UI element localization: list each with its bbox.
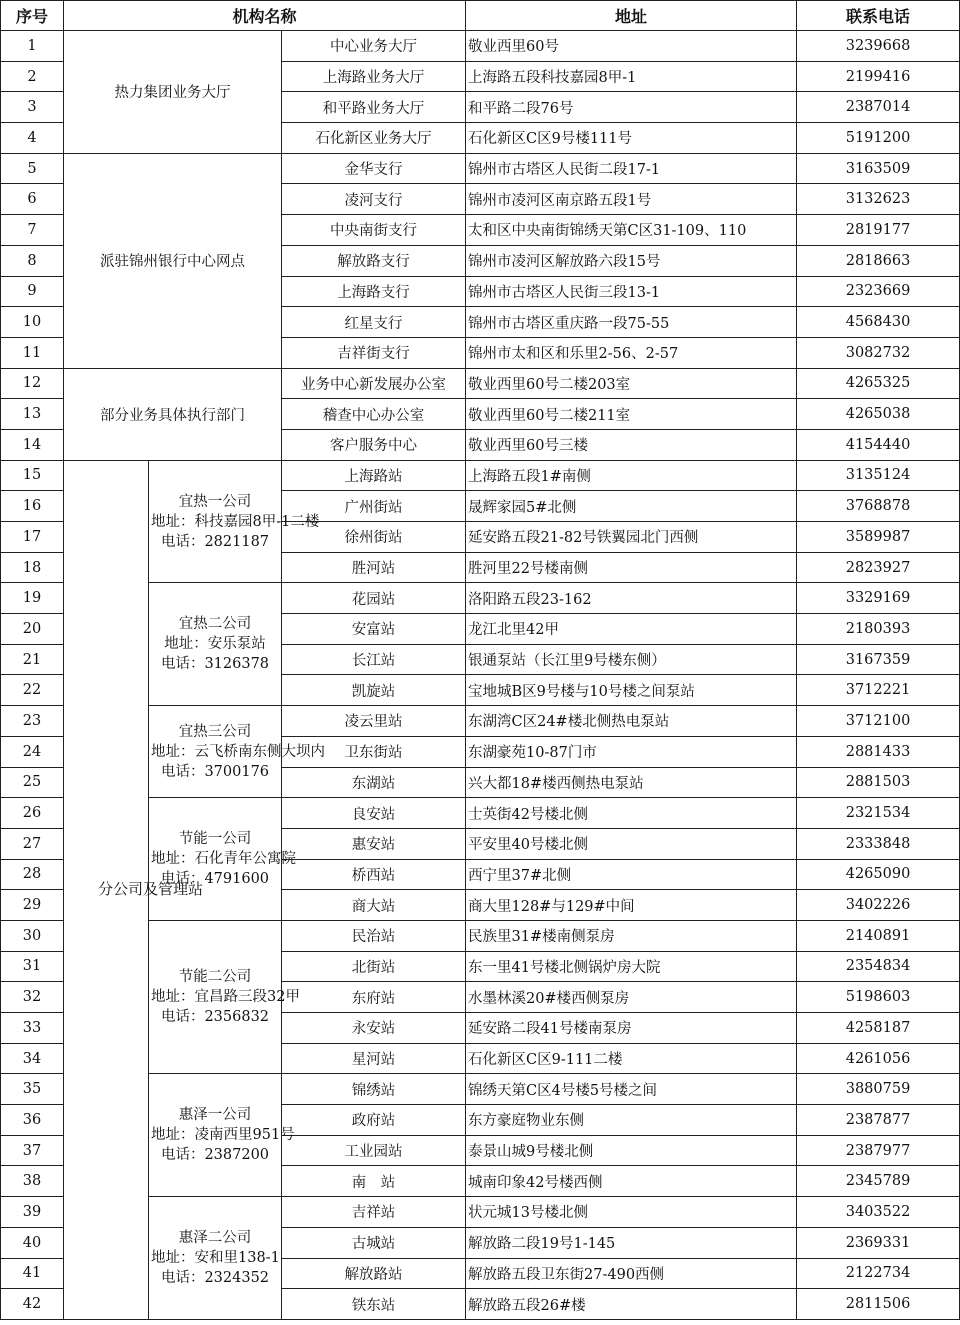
office-name: 安富站 [282,614,466,645]
branch-company-info [149,798,296,921]
office-phone: 4568430 [797,307,960,338]
office-address: 士英街42号楼北侧 [466,798,797,829]
row-number: 22 [1,675,64,706]
office-phone: 3239668 [797,31,960,62]
row-number: 6 [1,184,64,215]
office-name: 政府站 [282,1105,466,1136]
office-address: 洛阳路五段23-162 [466,583,797,614]
office-phone: 2387977 [797,1135,960,1166]
office-name: 中心业务大厅 [282,31,466,62]
office-address: 水墨林溪20#楼西侧泵房 [466,982,797,1013]
row-number: 41 [1,1258,64,1289]
office-address: 东湖湾C区24#楼北侧热电泵站 [466,706,797,737]
office-address: 状元城13号楼北侧 [466,1197,797,1228]
office-address: 解放路二段19号1-145 [466,1227,797,1258]
row-number: 17 [1,522,64,553]
branch-company-phone: 电话：4791600 [160,871,270,888]
office-name: 解放路站 [282,1258,466,1289]
row-number: 19 [1,583,64,614]
office-address: 民族里31#楼南侧泵房 [466,920,797,951]
office-name: 解放路支行 [282,245,466,276]
row-number: 15 [1,460,64,491]
row-number: 29 [1,890,64,921]
office-phone: 2140891 [797,920,960,951]
branch-company-phone: 电话：2821187 [160,533,270,550]
row-number: 14 [1,429,64,460]
row-number: 35 [1,1074,64,1105]
office-name: 石化新区业务大厅 [282,123,466,154]
office-address: 东一里41号楼北侧锅炉房大院 [466,951,797,982]
office-phone: 2323669 [797,276,960,307]
branch-company-address: 地址：安和里138-1 [151,1250,280,1266]
office-address: 锦州市古塔区重庆路一段75-55 [466,307,797,338]
office-name: 胜河站 [282,552,466,583]
office-name: 星河站 [282,1043,466,1074]
header-row [1,1,960,31]
office-address: 宝地城B区9号楼与10号楼之间泵站 [466,675,797,706]
office-name: 徐州街站 [282,522,466,553]
office-phone: 3082732 [797,337,960,368]
office-address: 和平路二段76号 [466,92,797,123]
row-number: 28 [1,859,64,890]
office-address: 泰景山城9号楼北侧 [466,1135,797,1166]
office-phone: 4154440 [797,429,960,460]
office-phone: 2387014 [797,92,960,123]
row-number: 16 [1,491,64,522]
office-address: 敬业西里60号三楼 [466,429,797,460]
office-address: 西宁里37#北侧 [466,859,797,890]
row-number: 20 [1,614,64,645]
office-name: 业务中心新发展办公室 [282,368,466,399]
branch-company-name: 宜热二公司 [178,616,252,633]
branch-company-address: 地址：凌南西里951号 [151,1127,295,1144]
office-name: 北街站 [282,951,466,982]
header-seq: 序号 [1,1,64,31]
office-phone: 3167359 [797,644,960,675]
group-name-vertical-text: 分公司及管理站 [98,880,204,899]
office-phone: 3135124 [797,460,960,491]
branch-company-name: 节能一公司 [178,831,252,848]
office-address: 胜河里22号楼南侧 [466,552,797,583]
office-name: 锦绣站 [282,1074,466,1105]
office-address: 石化新区C区9-111二楼 [466,1043,797,1074]
office-phone: 2333848 [797,828,960,859]
table-row [1,368,960,399]
office-name: 稽查中心办公室 [282,399,466,430]
office-phone: 2199416 [797,61,960,92]
office-name: 凯旋站 [282,675,466,706]
office-phone: 3712100 [797,706,960,737]
row-number: 30 [1,920,64,951]
office-address: 平安里40号楼北侧 [466,828,797,859]
office-address: 锦绣天第C区4号楼5号楼之间 [466,1074,797,1105]
office-address: 太和区中央南街锦绣天第C区31-109、110 [466,215,797,246]
branch-company-address: 地址：宜昌路三段32甲 [151,989,300,1006]
header-address: 地址 [466,1,797,31]
office-name: 上海路支行 [282,276,466,307]
office-name: 古城站 [282,1227,466,1258]
group-name: 部分业务具体执行部门 [64,368,282,460]
branch-company-info [149,1197,282,1320]
group-name-vertical [64,460,204,1319]
office-address: 银通泵站（长江里9号楼东侧） [466,644,797,675]
office-name: 红星支行 [282,307,466,338]
office-phone: 4258187 [797,1013,960,1044]
branch-company-name: 惠泽二公司 [178,1230,252,1246]
branch-company-name: 宜热三公司 [178,723,252,740]
office-name: 客户服务中心 [282,429,466,460]
office-phone: 2818663 [797,245,960,276]
row-number: 2 [1,61,64,92]
branch-company-info [149,920,300,1073]
table-row [1,460,960,491]
office-name: 东府站 [282,982,466,1013]
office-address: 解放路五段26#楼 [466,1289,797,1320]
office-phone: 4261056 [797,1043,960,1074]
office-address: 锦州市凌河区解放路六段15号 [466,245,797,276]
row-number: 37 [1,1135,64,1166]
row-number: 27 [1,828,64,859]
office-address: 兴大都18#楼西侧热电泵站 [466,767,797,798]
office-phone: 3402226 [797,890,960,921]
office-phone: 3132623 [797,184,960,215]
row-number: 1 [1,31,64,62]
office-phone: 2345789 [797,1166,960,1197]
office-address: 敬业西里60号二楼203室 [466,368,797,399]
row-number: 42 [1,1289,64,1320]
office-name: 吉祥站 [282,1197,466,1228]
office-name: 惠安站 [282,828,466,859]
branch-company-phone: 电话：2356832 [160,1009,270,1026]
office-name: 桥西站 [282,859,466,890]
group-name: 热力集团业务大厅 [64,31,282,154]
office-phone: 3163509 [797,153,960,184]
row-number: 33 [1,1013,64,1044]
office-name: 金华支行 [282,153,466,184]
office-name: 长江站 [282,644,466,675]
row-number: 24 [1,736,64,767]
row-number: 5 [1,153,64,184]
office-name: 良安站 [282,798,466,829]
row-number: 13 [1,399,64,430]
office-address: 锦州市凌河区南京路五段1号 [466,184,797,215]
office-phone: 2823927 [797,552,960,583]
office-name: 花园站 [282,583,466,614]
office-phone: 3880759 [797,1074,960,1105]
office-phone: 2819177 [797,215,960,246]
office-name: 卫东街站 [282,736,466,767]
branch-company-name: 惠泽一公司 [178,1107,252,1124]
office-name: 和平路业务大厅 [282,92,466,123]
office-phone: 2881503 [797,767,960,798]
office-name: 东湖站 [282,767,466,798]
branch-company-info [149,1074,295,1197]
row-number: 11 [1,337,64,368]
row-number: 4 [1,123,64,154]
header-phone: 联系电话 [797,1,960,31]
row-number: 40 [1,1227,64,1258]
office-name: 凌云里站 [282,706,466,737]
office-address: 上海路五段科技嘉园8甲-1 [466,61,797,92]
branch-company-info [149,583,282,706]
office-address: 敬业西里60号二楼211室 [466,399,797,430]
row-number: 12 [1,368,64,399]
row-number: 18 [1,552,64,583]
table-body [1,31,960,1320]
office-phone: 3589987 [797,522,960,553]
row-number: 39 [1,1197,64,1228]
office-address: 城南印象42号楼西侧 [466,1166,797,1197]
office-phone: 5198603 [797,982,960,1013]
office-address: 锦州市太和区和乐里2-56、2-57 [466,337,797,368]
office-address: 延安路二段41号楼南泵房 [466,1013,797,1044]
group-name: 派驻锦州银行中心网点 [64,153,282,368]
office-address: 东湖豪苑10-87门市 [466,736,797,767]
office-address: 敬业西里60号 [466,31,797,62]
office-address: 延安路五段21-82号铁翼园北门西侧 [466,522,797,553]
row-number: 7 [1,215,64,246]
office-name: 商大站 [282,890,466,921]
office-name: 工业园站 [282,1135,466,1166]
office-address: 石化新区C区9号楼111号 [466,123,797,154]
office-phone: 2354834 [797,951,960,982]
office-address: 锦州市古塔区人民街二段17-1 [466,153,797,184]
office-phone: 4265038 [797,399,960,430]
branch-company-address: 地址：云飞桥南东侧大坝内 [151,743,325,760]
office-name: 广州街站 [282,491,466,522]
header-org: 机构名称 [64,1,466,31]
office-phone: 2387877 [797,1105,960,1136]
row-number: 31 [1,951,64,982]
row-number: 23 [1,706,64,737]
office-address: 龙江北里42甲 [466,614,797,645]
row-number: 34 [1,1043,64,1074]
office-name: 永安站 [282,1013,466,1044]
row-number: 36 [1,1105,64,1136]
office-address: 锦州市古塔区人民街三段13-1 [466,276,797,307]
office-phone: 3768878 [797,491,960,522]
office-address: 东方豪庭物业东侧 [466,1105,797,1136]
branch-company-phone: 电话：3126378 [160,656,270,673]
office-name: 上海路业务大厅 [282,61,466,92]
row-number: 10 [1,307,64,338]
office-phone: 3712221 [797,675,960,706]
branch-company-phone: 电话：3700176 [160,763,270,780]
office-phone: 2321534 [797,798,960,829]
office-name: 民治站 [282,920,466,951]
office-address: 晟辉家园5#北侧 [466,491,797,522]
office-phone: 2122734 [797,1258,960,1289]
branch-company-address: 地址：科技嘉园8甲-1二楼 [151,513,320,530]
branch-company-name: 宜热一公司 [178,493,252,510]
row-number: 38 [1,1166,64,1197]
row-number: 21 [1,644,64,675]
office-phone: 2811506 [797,1289,960,1320]
branch-company-address: 地址：安乐泵站 [164,636,266,653]
row-number: 8 [1,245,64,276]
office-phone: 2180393 [797,614,960,645]
office-phone: 2881433 [797,736,960,767]
office-address: 商大里128#与129#中间 [466,890,797,921]
office-phone: 4265325 [797,368,960,399]
branch-company-name: 节能二公司 [178,969,252,986]
row-number: 32 [1,982,64,1013]
office-name: 铁东站 [282,1289,466,1320]
row-number: 25 [1,767,64,798]
office-address: 解放路五段卫东街27-490西侧 [466,1258,797,1289]
branch-company-info [149,706,325,798]
office-phone: 3403522 [797,1197,960,1228]
office-phone: 2369331 [797,1227,960,1258]
branch-company-address: 地址：石化青年公寓院 [151,851,296,868]
office-phone: 4265090 [797,859,960,890]
row-number: 3 [1,92,64,123]
row-number: 9 [1,276,64,307]
office-phone: 3329169 [797,583,960,614]
office-address: 上海路五段1#南侧 [466,460,797,491]
table-row [1,153,960,184]
office-name: 中央南街支行 [282,215,466,246]
office-name: 吉祥街支行 [282,337,466,368]
office-phone: 5191200 [797,123,960,154]
office-name: 上海路站 [282,460,466,491]
office-name: 凌河支行 [282,184,466,215]
branch-company-phone: 电话：2387200 [160,1147,270,1164]
row-number: 26 [1,798,64,829]
office-name: 南 站 [282,1166,466,1197]
branch-company-info [149,460,320,583]
table-row [1,31,960,62]
branch-company-phone: 电话：2324352 [160,1270,270,1286]
